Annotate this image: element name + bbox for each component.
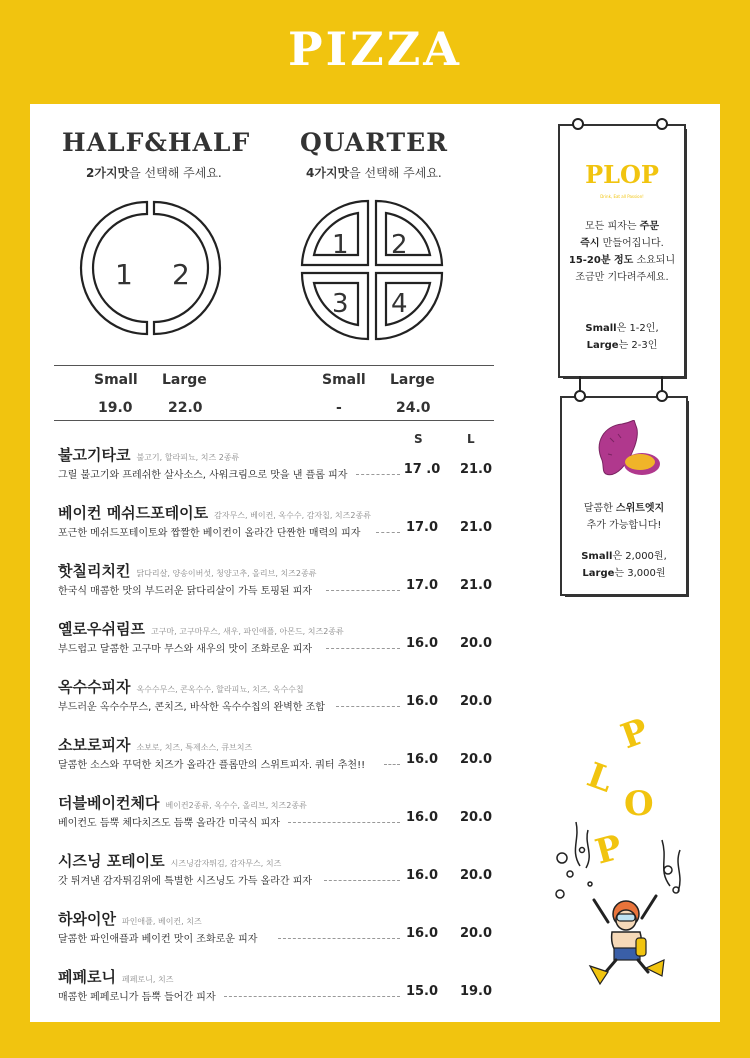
- leader-line: [376, 532, 400, 533]
- menu-item: [58, 560, 498, 606]
- menu-item-price-l: 21.0: [459, 578, 493, 593]
- menu-item-ingredients: 닭다리살, 양송이버섯, 청양고추, 올리브, 치즈2종류: [136, 569, 317, 578]
- sweet-line: 추가 가능합니다!: [586, 520, 662, 531]
- half-subtitle-rest: 을 선택해 주세요.: [129, 166, 222, 180]
- menu-item-price-s: 15.0: [405, 984, 439, 999]
- menu-item-title: 옐로우쉬림프: [58, 620, 145, 638]
- menu-item-ingredients: 옥수수무스, 콘옥수수, 할라피뇨, 치즈, 옥수수칩: [136, 685, 304, 694]
- half-heading: HALF&HALF: [62, 128, 251, 157]
- menu-item-description: 부드럽고 달콤한 고구마 무스와 새우의 맛이 조화로운 피자: [58, 644, 313, 655]
- half-small-price: 19.0: [98, 400, 133, 416]
- menu-item-title: 베이컨 메쉬드포테이토: [58, 504, 209, 522]
- menu-item: [58, 618, 498, 664]
- menu-item: [58, 966, 498, 1012]
- leader-line: [326, 648, 400, 649]
- menu-item-price-l: 21.0: [459, 462, 493, 477]
- menu-item-title: 더블베이컨체다: [58, 794, 160, 812]
- quarter-large-label: Large: [390, 372, 435, 388]
- info-line-bold: 주문: [639, 221, 659, 232]
- quarter-slice-label: 4: [391, 289, 408, 319]
- menu-item-description: 한국식 매콤한 맛의 부드러운 닭다리살이 가득 토핑된 피자: [58, 586, 313, 597]
- menu-item-title: 옥수수피자: [58, 678, 131, 696]
- quarter-small-label: Small: [322, 372, 366, 388]
- quarter-subtitle-rest: 을 선택해 주세요.: [349, 166, 442, 180]
- divider: [54, 420, 494, 421]
- leader-line: [384, 764, 400, 765]
- column-s-header: S: [414, 432, 423, 446]
- menu-item-price-s: 16.0: [405, 636, 439, 651]
- info-line-bold: 15-20분 정도: [568, 255, 634, 266]
- size-desc: 는 3,000원: [614, 568, 666, 579]
- quarter-heading: QUARTER: [300, 128, 448, 157]
- size-label: Large: [582, 568, 615, 579]
- menu-item-price-s: 17.0: [405, 520, 439, 535]
- menu-item: [58, 850, 498, 896]
- column-l-header: L: [467, 432, 475, 446]
- menu-item-ingredients: 감자무스, 베이컨, 옥수수, 감자칩, 치즈2종류: [214, 511, 371, 520]
- plop-logo: PLOP: [585, 160, 659, 189]
- sweet-potato-icon: [588, 420, 664, 486]
- page-title: PIZZA: [288, 22, 462, 76]
- half-subtitle-bold: 2가지맛: [86, 166, 130, 180]
- menu-item: [58, 792, 498, 838]
- menu-item-price-s: 16.0: [405, 868, 439, 883]
- menu-item: [58, 676, 498, 722]
- quarter-pizza-diagram: [292, 196, 452, 346]
- size-label: Small: [585, 323, 617, 334]
- half-large-label: Large: [162, 372, 207, 388]
- quarter-slice-label: 2: [391, 230, 408, 260]
- leader-line: [278, 938, 400, 939]
- menu-item-description: 부드러운 옥수수무스, 콘치즈, 바삭한 옥수수칩의 완벽한 조합: [58, 702, 325, 713]
- quarter-large-price: 24.0: [396, 400, 431, 416]
- menu-item-price-s: 16.0: [405, 926, 439, 941]
- menu-item-ingredients: 페페로니, 치즈: [121, 975, 174, 984]
- quarter-subtitle: [306, 164, 442, 181]
- menu-item-ingredients: 소보로, 치즈, 특제소스, 큐브치즈: [136, 743, 253, 752]
- menu-item-ingredients: 파인애플, 베이컨, 치즈: [121, 917, 202, 926]
- menu-item: [58, 734, 498, 780]
- menu-item-ingredients: 불고기, 할라피뇨, 치즈 2종류: [136, 453, 240, 462]
- menu-item: [58, 444, 498, 490]
- leader-line: [224, 996, 400, 997]
- menu-item-price-s: 17 .0: [403, 462, 441, 477]
- menu-item-price-l: 20.0: [459, 636, 493, 651]
- menu-item-title: 소보로피자: [58, 736, 131, 754]
- menu-item-ingredients: 고구마, 고구마무스, 새우, 파인애플, 아몬드, 치즈2종류: [150, 627, 344, 636]
- half-slice-label: 2: [172, 258, 190, 291]
- menu-item-title: 페페로니: [58, 968, 116, 986]
- info-card-sizes: [560, 320, 684, 354]
- size-label: Large: [586, 340, 619, 351]
- info-line: 모든 피자는: [585, 221, 640, 232]
- sweet-card-prices: [562, 548, 686, 582]
- menu-item-description: 그릴 불고기와 프레쉬한 살사소스, 사워크림으로 맛을 낸 플롭 피자: [58, 470, 348, 481]
- menu-item-description: 포근한 메쉬드포테이토와 짭짤한 베이컨이 올라간 단짠한 매력의 피자: [58, 528, 361, 539]
- decor-letter: O: [624, 784, 654, 824]
- size-desc: 는 2-3인: [618, 340, 658, 351]
- menu-item: [58, 908, 498, 954]
- info-card: [558, 124, 686, 378]
- menu-item-price-l: 20.0: [459, 926, 493, 941]
- decor-letter: L: [581, 755, 619, 801]
- menu-item-price-l: 19.0: [459, 984, 493, 999]
- half-slice-label: 1: [115, 258, 133, 291]
- menu-item-title: 하와이안: [58, 910, 116, 928]
- info-card-text: [560, 218, 684, 286]
- menu-item-description: 달콤한 소스와 꾸덕한 치즈가 올라간 플롭만의 스위트피자. 쿼터 추천!!: [58, 760, 366, 771]
- menu-item-price-s: 17.0: [405, 578, 439, 593]
- menu-item-price-s: 16.0: [405, 694, 439, 709]
- leader-line: [336, 706, 400, 707]
- leader-line: [324, 880, 400, 881]
- menu-item-description: 베이컨도 듬뿍 체다치즈도 듬뿍 올라간 미국식 피자: [58, 818, 280, 829]
- menu-item-price-l: 20.0: [459, 752, 493, 767]
- half-subtitle: [86, 164, 222, 181]
- size-label: Small: [581, 551, 613, 562]
- menu-item-ingredients: 베이컨2종류, 옥수수, 올리브, 치즈2종류: [165, 801, 307, 810]
- sweet-card-text: [562, 500, 686, 534]
- menu-item-price-l: 21.0: [459, 520, 493, 535]
- quarter-slice-label: 3: [332, 289, 349, 319]
- quarter-small-price: -: [336, 400, 342, 416]
- info-line: 조금만 기다려주세요.: [575, 272, 669, 283]
- sweet-card: [560, 396, 688, 596]
- quarter-subtitle-bold: 4가지맛: [306, 166, 350, 180]
- menu-item: [58, 502, 498, 548]
- hanger-ring: [656, 118, 668, 130]
- menu-item-ingredients: 시즈닝감자튀김, 감자무스, 치즈: [170, 859, 282, 868]
- menu-item-price-s: 16.0: [405, 810, 439, 825]
- decor-letter: P: [591, 827, 627, 873]
- decor-letter: P: [615, 710, 654, 758]
- menu-item-description: 달콤한 파인애플과 베이컨 맛이 조화로운 피자: [58, 934, 258, 945]
- hanger-hook: [579, 376, 581, 392]
- menu-item-title: 불고기타코: [58, 446, 131, 464]
- info-line: 소요되니: [633, 255, 676, 266]
- half-pizza-diagram: [70, 196, 230, 346]
- menu-item-price-l: 20.0: [459, 868, 493, 883]
- menu-item-price-l: 20.0: [459, 810, 493, 825]
- divider: [54, 365, 494, 366]
- menu-item-description: 매콤한 페페로니가 듬뿍 들어간 피자: [58, 992, 216, 1003]
- hanger-ring: [572, 118, 584, 130]
- diver-illustration: [550, 810, 700, 990]
- size-desc: 은 1-2인,: [616, 323, 659, 334]
- half-small-label: Small: [94, 372, 138, 388]
- info-line: 만들어집니다.: [599, 238, 664, 249]
- sweet-line-bold: 스위트엣지: [615, 503, 665, 514]
- hanger-hook: [661, 376, 663, 392]
- sweet-line: 달콤한: [583, 503, 616, 514]
- menu-item-title: 시즈닝 포테이토: [58, 852, 165, 870]
- leader-line: [288, 822, 400, 823]
- menu-item-price-s: 16.0: [405, 752, 439, 767]
- menu-item-title: 핫칠리치킨: [58, 562, 131, 580]
- leader-line: [326, 590, 400, 591]
- plop-logo-tagline: Drink, Eat all Passion!: [600, 194, 644, 199]
- size-desc: 은 2,000원,: [612, 551, 667, 562]
- half-large-price: 22.0: [168, 400, 203, 416]
- leader-line: [356, 474, 400, 475]
- menu-item-description: 갓 튀겨낸 감자튀김위에 특별한 시즈닝도 가득 올라간 피자: [58, 876, 313, 887]
- menu-item-price-l: 20.0: [459, 694, 493, 709]
- info-line-bold: 즉시: [580, 238, 600, 249]
- quarter-slice-label: 1: [332, 230, 349, 260]
